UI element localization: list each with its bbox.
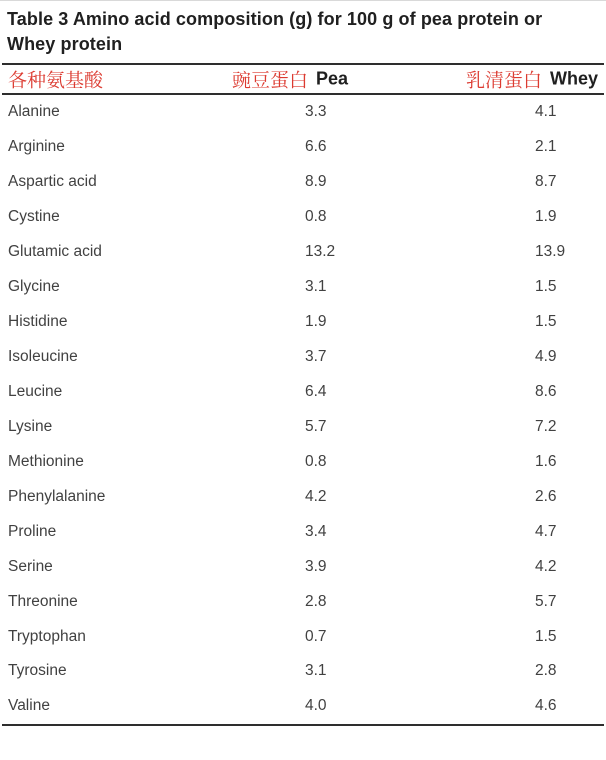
pea-value: 3.1 — [305, 662, 327, 680]
table-row — [0, 514, 606, 549]
pea-value: 13.2 — [305, 243, 336, 261]
amino-acid-name: Histidine — [8, 313, 68, 331]
amino-acid-name: Glycine — [8, 278, 60, 296]
pea-value: 0.7 — [305, 627, 327, 645]
table-row — [0, 270, 606, 305]
whey-value: 4.6 — [535, 697, 557, 715]
pea-value: 5.7 — [305, 417, 327, 435]
table-row — [0, 444, 606, 479]
pea-value: 1.9 — [305, 313, 327, 331]
whey-value: 2.8 — [535, 662, 557, 680]
amino-acid-name: Leucine — [8, 382, 63, 400]
table-row — [0, 654, 606, 689]
pea-value: 0.8 — [305, 452, 327, 470]
table-header-row — [0, 65, 606, 93]
whey-value: 1.6 — [535, 452, 557, 470]
header-pea-label-cn: 豌豆蛋白 — [231, 70, 308, 92]
amino-acid-name: Tryptophan — [8, 627, 86, 645]
pea-value: 2.8 — [305, 592, 327, 610]
table-row — [0, 619, 606, 654]
amino-acid-name: Phenylalanine — [8, 487, 106, 505]
table-title: Table 3 Amino acid composition (g) for 100 g of pea protein or Whey protein — [7, 9, 543, 54]
whey-value: 13.9 — [535, 243, 566, 261]
whey-value: 8.6 — [535, 382, 557, 400]
amino-acid-name: Alanine — [8, 103, 60, 121]
amino-acid-name: Isoleucine — [8, 348, 78, 366]
pea-value: 4.0 — [305, 697, 327, 715]
pea-value: 3.3 — [305, 103, 327, 121]
table-row — [0, 305, 606, 340]
pea-value: 3.4 — [305, 522, 327, 540]
whey-value: 2.6 — [535, 487, 557, 505]
whey-value: 7.2 — [535, 417, 557, 435]
pea-value: 6.4 — [305, 382, 327, 400]
amino-acid-name: Arginine — [8, 138, 65, 156]
amino-acid-name: Lysine — [8, 417, 53, 435]
pea-value: 4.2 — [305, 487, 327, 505]
whey-value: 1.9 — [535, 208, 557, 226]
amino-acid-name: Methionine — [8, 452, 84, 470]
header-whey-label-cn: 乳清蛋白 — [465, 70, 542, 92]
table-row — [0, 235, 606, 270]
amino-acid-name: Valine — [8, 697, 50, 715]
header-amino-acid-label-cn: 各种氨基酸 — [8, 70, 104, 92]
table-rows — [0, 95, 606, 724]
whey-value: 4.9 — [535, 348, 557, 366]
whey-value: 1.5 — [535, 278, 557, 296]
pea-value: 0.8 — [305, 208, 327, 226]
amino-acid-name: Tyrosine — [8, 662, 67, 680]
amino-acid-name: Proline — [8, 522, 57, 540]
whey-value: 4.2 — [535, 557, 557, 575]
table-row — [0, 689, 606, 724]
header-whey-label: Whey — [550, 68, 599, 89]
whey-value: 5.7 — [535, 592, 557, 610]
pea-value: 3.9 — [305, 557, 327, 575]
whey-value: 4.7 — [535, 522, 557, 540]
amino-acid-name: Glutamic acid — [8, 243, 102, 261]
whey-value: 2.1 — [535, 138, 557, 156]
table-row — [0, 340, 606, 375]
table-row — [0, 95, 606, 130]
table-row — [0, 549, 606, 584]
pea-value: 6.6 — [305, 138, 327, 156]
amino-acid-name: Threonine — [8, 592, 78, 610]
table-row — [0, 200, 606, 235]
whey-value: 1.5 — [535, 627, 557, 645]
amino-acid-name: Serine — [8, 557, 53, 575]
pea-value: 8.9 — [305, 173, 327, 191]
table-row — [0, 165, 606, 200]
amino-acid-name: Aspartic acid — [8, 173, 97, 191]
table-bottom-rule — [2, 724, 604, 726]
table-row — [0, 479, 606, 514]
header-pea-label: Pea — [316, 68, 349, 89]
whey-value: 1.5 — [535, 313, 557, 331]
table-row — [0, 584, 606, 619]
whey-value: 4.1 — [535, 103, 557, 121]
table-row — [0, 375, 606, 410]
table-row — [0, 130, 606, 165]
table-row — [0, 409, 606, 444]
pea-value: 3.7 — [305, 348, 327, 366]
whey-value: 8.7 — [535, 173, 557, 191]
pea-value: 3.1 — [305, 278, 327, 296]
amino-acid-name: Cystine — [8, 208, 60, 226]
